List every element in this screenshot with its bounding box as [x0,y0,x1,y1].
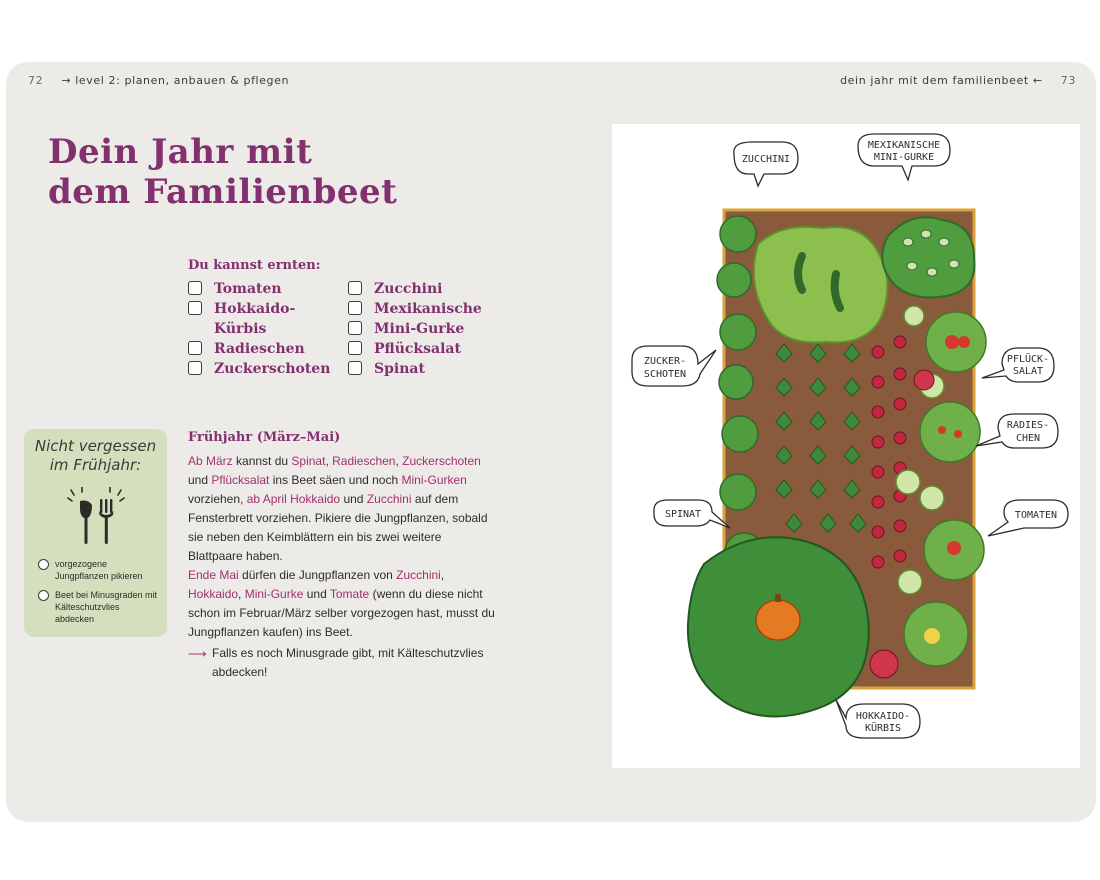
title-line-2: dem Familienbeet [48,172,398,212]
harvest-item [188,299,348,319]
highlight-text: Spinat [291,454,326,468]
body-text: , [325,454,333,468]
harvest-column-right [348,279,508,379]
harvest-item [188,279,348,299]
body-text: dürfen die Jungpflanzen von [238,568,397,582]
tomato-fruit [947,541,961,555]
label-pfluecksalat-2: SALAT [1012,366,1044,377]
checkbox[interactable] [348,321,362,335]
harvest-item-label: Mini-Gurke [374,321,465,337]
pfluecksalat-plant [920,486,944,510]
red-lettuce-plant [914,370,934,390]
highlight-text: Zuckerschoten [402,454,481,468]
body-text: vorziehen, [188,492,247,506]
body-text: ins Beet säen und noch [269,473,402,487]
spring-heading: Frühjahr (März–Mai) [188,430,341,445]
spring-paragraph-1 [188,452,498,566]
body-text: und [303,587,330,601]
body-text: (wenn du diese nicht schon im Februar/März selber vorgezogen hast, musst du Jungpflanzen kaufen) ins Beet. [188,587,495,639]
hokkaido-stem [775,594,781,602]
label-pfluecksalat-1: PFLÜCK- [1006,354,1050,365]
reminder-box [24,429,167,637]
reminder-title-line-1: Nicht vergessen [34,437,157,455]
highlight-text: Hokkaido [188,587,239,601]
highlight-text: Ab März [188,454,233,468]
harvest-item-continued [188,319,348,339]
highlight-text: Ende Mai [188,568,239,582]
body-text: kannst du [232,454,292,468]
harvest-item-label: Kürbis [214,321,267,337]
pfluecksalat-plant [904,306,924,326]
harvest-item [188,359,348,379]
label-radieschen-2: CHEN [1015,433,1041,444]
garden-bed-illustration [612,124,1080,768]
reminder-item [38,558,155,582]
label-mini-gurke-1: MEXIKANISCHE [867,140,941,151]
zuckerschoten-plant [719,365,753,399]
checkbox[interactable] [188,281,202,295]
page-title [48,132,397,212]
checkbox[interactable] [348,281,362,295]
hokkaido-fruit [756,600,800,640]
harvest-item [188,339,348,359]
yellow-tomato-fruit [924,628,940,644]
mini-gurke-fruit [907,262,917,270]
frost-note [188,644,498,682]
zuckerschoten-plant [722,416,758,452]
label-radieschen-1: RADIES- [1006,420,1050,431]
tomato-fruit [954,430,962,438]
zuckerschoten-plant [720,474,756,510]
pfluecksalat-plant [898,570,922,594]
harvest-column-left [188,279,348,379]
highlight-text: Mini-Gurke [244,587,304,601]
label-spinat: SPINAT [664,509,702,520]
mini-gurke-fruit [903,238,913,246]
body-text: auf dem Fensterbrett vorziehen. Pikiere die Jungpflanzen, sobald sie neben den Keimblättern ein bis zwei weitere Blattpaare haben. [188,492,488,563]
reminder-title [24,437,167,475]
harvest-item-label: Zucchini [374,281,443,297]
harvest-item-label: Tomaten [214,281,282,297]
body-text: , [395,454,403,468]
label-zucchini: ZUCCHINI [741,154,791,165]
label-zuckerschoten-1: ZUCKER- [643,356,687,367]
body-text: , [238,587,245,601]
mini-gurke-fruit [921,230,931,238]
mini-gurke-fruit [939,238,949,246]
body-text: und [340,492,367,506]
spring-paragraph-2 [188,566,498,642]
right-header-text: dein jahr mit dem familienbeet ← [840,74,1043,87]
spring-section [188,430,498,682]
harvest-item-label: Mexikanische [374,301,482,317]
radio-circle[interactable] [38,590,49,601]
highlight-text: Pflücksalat [211,473,270,487]
mini-gurke-plant [882,217,974,297]
harvest-item [348,299,508,319]
tomato-fruit [945,335,959,349]
reminder-item-label: Beet bei Minusgraden mit Kälteschutzvlies abdecken [55,590,158,624]
left-page-number: 72 [28,74,44,87]
zucchini-plant [754,227,888,343]
label-hokkaido-2: KÜRBIS [864,723,902,734]
body-text: und [188,473,212,487]
reminder-item [38,589,159,625]
harvest-item [348,339,508,359]
mini-gurke-fruit [927,268,937,276]
checkbox[interactable] [188,361,202,375]
harvest-item-label: Spinat [374,361,425,377]
zuckerschoten-plant [720,216,756,252]
book-spread [6,62,1096,822]
checkbox[interactable] [188,301,202,315]
harvest-item-label: Pflücksalat [374,341,461,357]
left-header-text: → level 2: planen, anbauen & pflegen [61,74,290,87]
body-text: , [440,568,445,582]
harvest-checklist [188,258,518,379]
label-hokkaido-1: HOKKAIDO- [855,711,911,722]
highlight-text: Mini-Gurken [401,473,467,487]
highlight-text: Zucchini [396,568,441,582]
mini-gurke-fruit [949,260,959,268]
radio-circle[interactable] [38,559,49,570]
checkbox[interactable] [188,341,202,355]
harvest-item-label: Zuckerschoten [214,361,331,377]
garden-tools-icon [66,487,126,549]
checkbox[interactable] [348,301,362,315]
red-lettuce-plant [870,650,898,678]
highlight-text: ab April [246,492,287,506]
harvest-item-label: Radieschen [214,341,305,357]
left-running-header [28,74,289,87]
garden-plan-drawing [612,124,1080,768]
label-mini-gurke-2: MINI-GURKE [873,152,935,163]
highlight-text: Tomate [329,587,370,601]
harvest-heading: Du kannst ernten: [188,258,321,273]
arrow-right-icon: ⟶ [188,646,207,661]
tomaten-plant [920,402,980,462]
zuckerschoten-plant [717,263,751,297]
right-page-number: 73 [1060,74,1076,87]
harvest-item-label: Hokkaido- [214,301,296,317]
reminder-title-line-2: im Frühjahr: [49,456,142,474]
frost-note-text: Falls es noch Minusgrade gibt, mit Kälteschutzvlies abdecken! [212,646,484,679]
harvest-item [348,359,508,379]
tomato-fruit [938,426,946,434]
highlight-text: Hokkaido [290,492,341,506]
harvest-item [348,319,508,339]
checkbox[interactable] [348,361,362,375]
label-zuckerschoten-2: SCHOTEN [643,369,687,380]
tomato-fruit [958,336,970,348]
zuckerschoten-plant [720,314,756,350]
harvest-item [348,279,508,299]
right-running-header [840,74,1076,87]
highlight-text: Zucchini [366,492,412,506]
checkbox[interactable] [348,341,362,355]
reminder-item-label: vorgezogene Jungpflanzen pikieren [55,559,143,581]
pfluecksalat-plant [896,470,920,494]
label-tomaten: TOMATEN [1014,510,1058,521]
zucchini-fruit [798,256,802,290]
title-line-1: Dein Jahr mit [48,132,313,172]
highlight-text: Radieschen [332,454,396,468]
